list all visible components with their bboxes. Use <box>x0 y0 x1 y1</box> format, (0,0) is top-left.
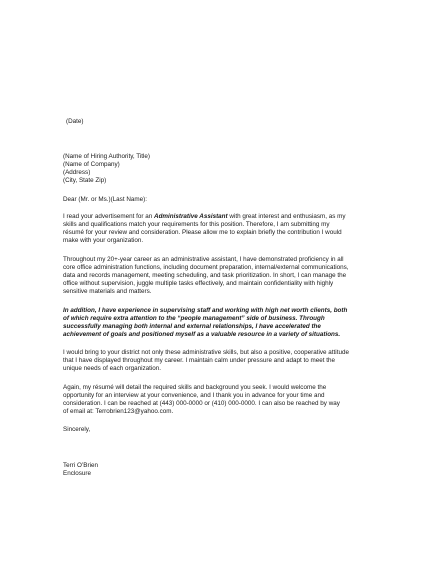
paragraph-line: achievement of goals and positioned myself as a valuable resource in a variety of situations. <box>63 330 341 338</box>
paragraph-line: consideration. I can be reached at (443) 000-0000 or (410) 000-0000. I can also be reached by way <box>63 399 340 407</box>
paragraph-line: that I have displayed throughout my career. I maintain calm under pressure and adapt to meet the <box>63 356 335 364</box>
paragraph-emphasis <box>63 307 381 339</box>
paragraph-line: I would bring to your district not only these administrative skills, but also a positive, cooperative attitude <box>63 349 349 356</box>
paragraph-line: skills and qualifications match your requirements for this position. Therefore, I am submitting my <box>63 220 330 228</box>
text-run: I read your advertisement for an <box>63 213 155 220</box>
letter-date: (Date) <box>66 118 84 125</box>
paragraph-intro <box>63 213 381 245</box>
paragraph-experience <box>63 256 381 296</box>
address-line: (City, State Zip) <box>63 176 107 184</box>
paragraph-line: résumé for your review and consideration. Please allow me to explain briefly the contribution I would <box>63 228 342 236</box>
paragraph-line: sensitive materials and matters. <box>63 287 152 295</box>
paragraph-line: make with your organization. <box>63 236 144 244</box>
signature-block <box>63 462 381 478</box>
paragraph-line: opportunity for an interview at your convenience, and I thank you in advance for your time and <box>63 391 325 399</box>
paragraph-line: In addition, I have experience in supervising staff and working with high net worth clients, both <box>63 307 348 314</box>
address-line: (Name of Company) <box>63 160 120 168</box>
paragraph-line: of email at: Terrobrien123@yahoo.com. <box>63 407 174 415</box>
paragraph-attitude <box>63 349 381 373</box>
paragraph-line: unique needs of each organization. <box>63 364 162 372</box>
paragraph-line: office without supervision, juggle multiple tasks effectively, and maintain confidentiality with highly <box>63 279 334 287</box>
closing: Sincerely, <box>63 426 91 433</box>
job-title-emphasis: Administrative Assistant <box>154 213 228 220</box>
salutation: Dear (Mr. or Ms.)(Last Name): <box>63 196 147 203</box>
paragraph-line: successfully managing both internal and external relationships, I have accelerated the <box>63 322 321 330</box>
paragraph-line: core office administration functions, including document preparation, internal/external communications, <box>63 263 349 271</box>
paragraph-line: Throughout my 20+-year career as an administrative assistant, I have demonstrated proficiency in all <box>63 256 344 263</box>
signature-name: Terri O’Brien <box>63 462 98 469</box>
paragraph-closing <box>63 384 381 416</box>
paragraph-line: of which require extra attention to the “people management” side of business. Through <box>63 314 325 322</box>
paragraph-line <box>63 213 381 221</box>
paragraph-line: data and records management, meeting scheduling, and task prioritization. In short, I can manage the <box>63 271 347 279</box>
enclosure-note: Enclosure <box>63 469 92 477</box>
recipient-address <box>63 153 381 185</box>
address-line: (Address) <box>63 168 91 176</box>
paragraph-line: Again, my résumé will detail the required skills and background you seek. I would welcome the <box>63 384 327 391</box>
address-line: (Name of Hiring Authority, Title) <box>63 153 151 160</box>
text-run: with great interest and enthusiasm, as my <box>227 213 346 220</box>
